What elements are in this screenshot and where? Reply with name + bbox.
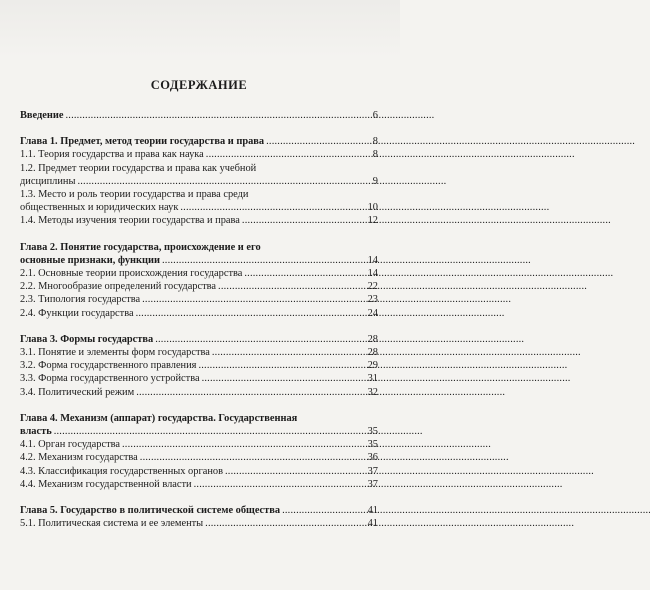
toc-chapter-line [20, 412, 378, 425]
toc-leader-dots [155, 333, 365, 346]
toc-leader-dots [162, 254, 366, 267]
toc-entry-line [20, 478, 378, 491]
toc-leader-dots [282, 504, 366, 517]
toc-entry-line [20, 188, 378, 201]
toc-entry-line [20, 346, 378, 359]
toc-entry-text: 2.2. Многообразие определений государства [20, 281, 217, 293]
toc-leader-dots [202, 372, 366, 385]
toc-entry-line [20, 386, 378, 399]
toc-chapter-line [20, 425, 378, 438]
toc-page-number: 32 [367, 386, 378, 398]
toc-entry-line [20, 214, 378, 227]
toc-entry-line [20, 162, 378, 175]
toc-page-number: 36 [367, 452, 378, 464]
toc-leader-dots [266, 135, 371, 148]
toc-page-number: 14 [367, 268, 378, 280]
toc-page-number: 41 [367, 518, 378, 530]
bleed-through-area [0, 0, 400, 58]
toc-page-number: 35 [367, 426, 378, 438]
toc-section [20, 412, 378, 491]
toc-page-number: 10 [367, 202, 378, 214]
toc-leader-dots [206, 148, 371, 161]
toc-leader-dots [244, 267, 365, 280]
toc-entry-line [20, 517, 378, 530]
toc-entry-text: Глава 1. Предмет, метод теории государства и права [20, 136, 265, 148]
toc-leader-dots [194, 478, 366, 491]
toc-leader-dots [205, 517, 365, 530]
toc-leader-dots [180, 201, 365, 214]
toc-leader-dots [65, 109, 370, 122]
toc-entry-text: 4.3. Классификация государственных органов [20, 465, 223, 477]
toc-page-number: 28 [367, 347, 378, 359]
toc-page-number: 8 [372, 136, 378, 148]
toc-page-number: 9 [372, 175, 378, 187]
toc-entry-line [20, 201, 378, 214]
toc-section [20, 504, 378, 530]
toc-entry-text: общественных и юридических наук [20, 202, 179, 214]
toc-entry-text: Глава 5. Государство в политической системе общества [20, 505, 281, 517]
toc-entry-text: 1.1. Теория государства и права как наука [20, 149, 204, 161]
toc-leader-dots [77, 175, 370, 188]
toc-entry-text: дисциплины [20, 175, 76, 187]
toc-leader-dots [54, 425, 366, 438]
toc-chapter-line [20, 333, 378, 346]
toc-page-number: 31 [367, 373, 378, 385]
toc-page-number: 12 [367, 215, 378, 227]
toc-leader-dots [218, 280, 366, 293]
toc-section [20, 135, 378, 227]
toc-list [20, 109, 378, 530]
toc-chapter-line [20, 135, 378, 148]
toc-entry-text: основные признаки, функции [20, 254, 160, 266]
toc-entry-line [20, 175, 378, 188]
toc-entry-text: 3.3. Форма государственного устройства [20, 373, 200, 385]
toc-leader-dots [122, 438, 366, 451]
toc-entry-text: 2.3. Типология государства [20, 294, 141, 306]
toc-leader-dots [142, 293, 365, 306]
toc-entry-text: 4.2. Механизм государства [20, 452, 138, 464]
toc-entry-line [20, 280, 378, 293]
toc-page-number: 6 [372, 110, 378, 121]
toc-chapter-line [20, 241, 378, 254]
toc-entry-text: 3.2. Форма государственного правления [20, 360, 197, 372]
toc-page-number: 28 [367, 333, 378, 345]
toc-entry-line [20, 293, 378, 306]
toc-entry-text: 2.1. Основные теории происхождения государства [20, 268, 243, 280]
toc-entry-line [20, 267, 378, 280]
toc-section [20, 109, 378, 122]
toc-leader-dots [136, 386, 365, 399]
table-of-contents [20, 78, 378, 543]
toc-page-number: 29 [367, 360, 378, 372]
page-title: СОДЕРЖАНИЕ [150, 78, 248, 92]
toc-chapter-line [20, 504, 378, 517]
toc-page-number: 37 [367, 478, 378, 490]
toc-entry-text: 3.1. Понятие и элементы форм государства [20, 347, 210, 359]
toc-page-number: 14 [367, 254, 378, 266]
toc-entry-text: 1.3. Место и роль теории государства и права среди [20, 189, 249, 201]
toc-leader-dots [198, 359, 365, 372]
toc-page-number: 23 [367, 294, 378, 306]
toc-entry-line [20, 372, 378, 385]
toc-leader-dots [140, 451, 366, 464]
toc-entry-text: Глава 3. Формы государства [20, 333, 154, 345]
toc-section [20, 333, 378, 399]
toc-entry-line [20, 451, 378, 464]
toc-chapter-line [20, 254, 378, 267]
toc-entry-text: Введение [20, 110, 64, 121]
toc-entry-line [20, 307, 378, 320]
toc-page-number: 22 [367, 281, 378, 293]
toc-entry-text: Глава 2. Понятие государства, происхождение и его [20, 241, 261, 253]
toc-entry-text: власть [20, 426, 52, 438]
toc-entry-text: Глава 4. Механизм (аппарат) государства. Государственная [20, 412, 298, 424]
toc-page-number: 24 [367, 307, 378, 319]
toc-entry-text: 5.1. Политическая система и ее элементы [20, 518, 204, 530]
toc-entry-line [20, 148, 378, 161]
toc-leader-dots [242, 214, 366, 227]
toc-entry-text: 4.1. Орган государства [20, 439, 121, 451]
toc-leader-dots [212, 346, 366, 359]
toc-entry-text: 1.4. Методы изучения теории государства и права [20, 215, 240, 227]
toc-entry-line [20, 465, 378, 478]
toc-page-number: 41 [367, 505, 378, 517]
toc-page-number: 37 [367, 465, 378, 477]
toc-entry-text: 3.4. Политический режим [20, 386, 135, 398]
toc-entry-line [20, 438, 378, 451]
toc-leader-dots [136, 307, 366, 320]
toc-entry-text: 4.4. Механизм государственной власти [20, 478, 192, 490]
toc-page-number: 35 [367, 439, 378, 451]
toc-chapter-line [20, 109, 378, 122]
toc-entry-line [20, 359, 378, 372]
toc-entry-text: 2.4. Функции государства [20, 307, 134, 319]
toc-page-number: 8 [372, 149, 378, 161]
toc-leader-dots [225, 465, 366, 478]
toc-section [20, 241, 378, 320]
toc-entry-text: 1.2. Предмет теории государства и права как учебной [20, 162, 257, 174]
